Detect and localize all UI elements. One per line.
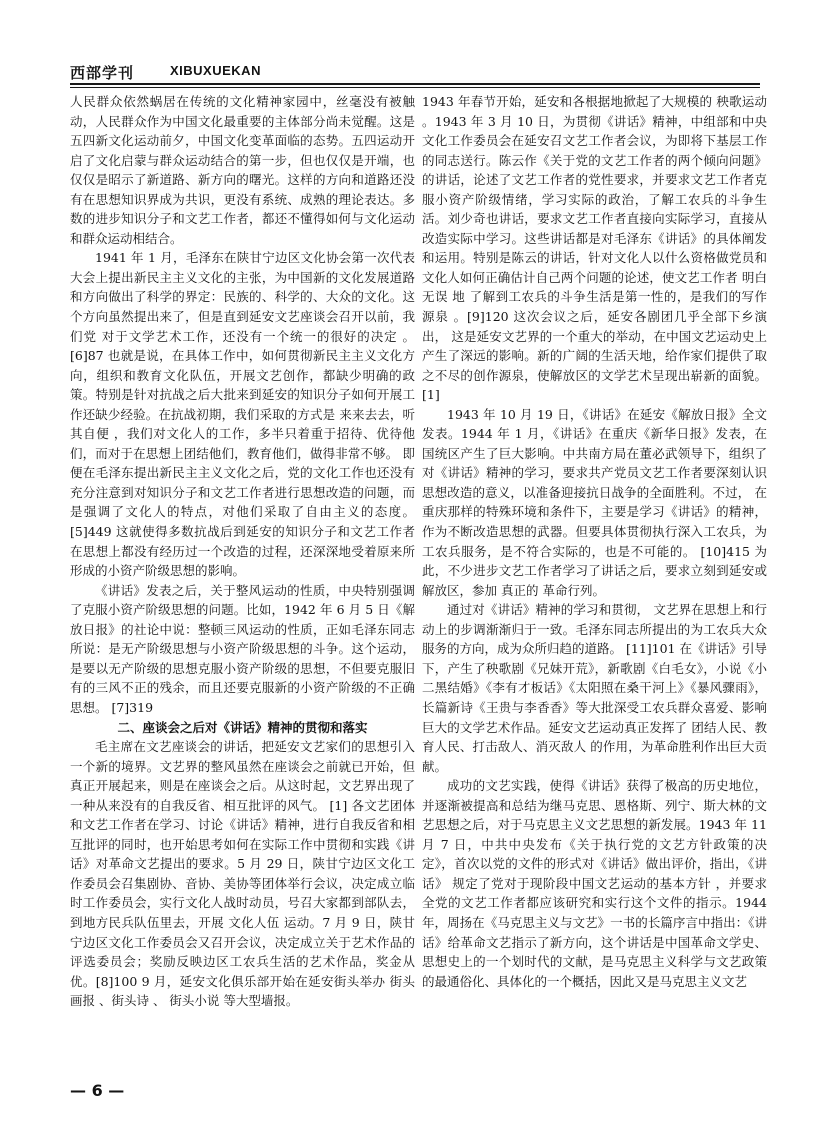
paragraph: 成功的文艺实践，使得《讲话》获得了极高的历史地位，并逐渐被提高和总结为继马克思、恩格斯、列宁、斯大林的文艺思想之后，对于马克思主义文艺思想的新发展。1943 年 11 月 7 日，中共中央发布《关于执行党的文艺方针政策的决定》，首次以党的文件的形式对《讲话》做出评价，指出，《讲话》 规定了党对于现阶段中国文艺运动的基本方针 ，并要求全党的文艺工作者都应该研究和实行这个文件的指示。1944 年，周扬在《马克思主义与文艺》一书的长篇序言中指出：《讲话》给革命文艺指示了新方向，这个讲话是中国革命文学史、思想史上的一个划时代的文献，是马克思主义科学与文艺政策的最通俗化、具体化的一个概括，因此又是马克思主义文艺 [422, 778, 767, 989]
paragraph: 1943 年 10 月 19 日，《讲话》在延安《解放日报》全文发表。1944 年 1 月，《讲话》在重庆《新华日报》发表，在国统区产生了巨大影响。中共南方局在董必武领导下，组织了对《讲话》精神的学习，要求共产党员文艺工作者要深刻认识思想改造的意义，以准备迎接抗日战争的全面胜利。不过， 在重庆那样的特殊环境和条件下，主要是学习《讲话》的精神，作为不断改造思想的武器。但要具体贯彻执行深入工农兵，为工农兵服务，是不符合实际的，也是不可能的。 [10]415 为此，不少进步文艺工作者学习了讲话之后，要求立刻到延安或解放区，参加 真正的 革命行列。 [422, 406, 767, 598]
paragraph: 通过对《讲话》精神的学习和贯彻， 文艺界在思想上和行动上的步调渐渐归于一致。毛泽东同志所提出的为工农兵大众服务的方向，成为众所归趋的道路。 [11]101 在《讲话》引导下，产生了秧歌剧《兄妹开荒》，新歌剧《白毛女》，小说《小二黑结婚》《李有才板话》《太阳照在桑干河上》《暴风骤雨》，长篇新诗《王贵与李香香》等大批深受工农兵群众喜爱、影响巨大的文学艺术作品。延安文艺运动真正发挥了 团结人民、教育人民、打击敌人、消灭敌人 的作用，为革命胜利作出巨大贡献。 [422, 602, 767, 774]
header-rule-thin [70, 87, 760, 88]
journal-title-cn: 西部学刊 [70, 64, 135, 82]
paragraph: 1943 年春节开始，延安和各根据地掀起了大规模的 秧歌运动 。1943 年 3 月 10 日，为贯彻《讲话》精神，中组部和中央文化工作委员会在延安召文艺工作者会议，为即将下基层工作的同志送行。陈云作《关于党的文艺工作者的两个倾向问题》的讲话，论述了文艺工作者的党性要求，并要求文艺工作者克服小资产阶级情绪，学习实际的政治，了解工农兵的斗争生活。刘少奇也讲话，要求文艺工作者直接向实际学习，直接从改造实际中学习。这些讲话都是对毛泽东《讲话》的具体阐发和运用。特别是陈云的讲话，针对文化人以什么资格做党员和文化人如何正确估计自己两个问题的论述，使文艺工作者 明白无误 地 了解到工农兵的斗争生活是第一性的，是我们的写作源泉 。[9]120 这次会议之后，延安各剧团几乎全部下乡演出， 这是延安文艺界的一个重大的举动，在中国文艺运动史上产生了深远的影响。新的广阔的生活天地，给作家们提供了取之不尽的创作源泉，使解放区的文学艺术呈现出崭新的面貌。 [1] [422, 94, 767, 403]
header-rule-thick [70, 83, 760, 85]
section-heading: 二、座谈会之后对《讲话》精神的贯彻和落实 [117, 719, 368, 735]
paragraph: 1941 年 1 月，毛泽东在陕甘宁边区文化协会第一次代表大会上提出新民主主义文化的主张，为中国新的文化发展道路和方向做出了科学的界定：民族的、科学的、大众的文化。这个方向虽然提出来了，但是直到延安文艺座谈会召开以前，我们党 对于文学艺术工作，还没有一个统一的很好的决定 。[6]87 也就是说，在具体工作中，如何贯彻新民主主义文化方向，组织和教育文化队伍，开展文艺创作，都缺少明确的政策。特别是针对抗战之后大批来到延安的知识分子如何开展工作还缺少经验。在抗战初期，我们采取的方式是 来来去去，听其自便 ，我们对文化人的工作，多半只着重于招待、优待他们，而对于在思想上团结他们，教育他们，做得非常不够。 即便在毛泽东提出新民主主义文化之后，党的文化工作也还没有充分注意到对知识分子和文艺工作者进行思想改造的问题，而是强调了文化人的特点，对他们采取了自由主义的态度。[5]449 这就使得多数抗战后到延安的知识分子和文艺工作者在思想上都没有经历过一个改造的过程，还深深地受着原来所形成的小资产阶级思想的影响。 [70, 250, 415, 579]
right-column [422, 92, 767, 991]
paragraph: 《讲话》发表之后，关于整风运动的性质，中央特别强调了克服小资产阶级思想的问题。比如，1942 年 6 月 5 日《解放日报》的社论中说：整顿三风运动的性质，正如毛泽东同志所说：是无产阶级思想与小资产阶级思想的斗争。这个运动，是要以无产阶级的思想克服小资产阶级的思想，不但要克服旧有的三风不正的残余，而且还要克服新的小资产阶级的不正确思想。 [7]319 [70, 582, 415, 715]
paragraph: 毛主席在文艺座谈会的讲话，把延安文艺家们的思想引入一个新的境界。文艺界的整风虽然在座谈会之前就已开始，但真正开展起来，则是在座谈会之后。从这时起，文艺界出现了一种从来没有的自我反省、相互批评的风气。 [1] 各文艺团体和文艺工作者在学习、讨论《讲话》精神，进行自我反省和相互批评的同时，也开始思考如何在实际工作中贯彻和实践《讲话》对革命文艺提出的要求。5 月 29 日，陕甘宁边区文化工作委员会召集剧协、音协、美协等团体举行会议，决定成立临时工作委员会，实行文化人战时动员，号召大家都到部队去，到地方民兵队伍里去，开展 文化人伍 运动。7 月 9 日，陕甘宁边区文化工作委员会又召开会议，决定成立关于艺术作品的评选委员会；奖励反映边区工农兵生活的艺术作品，奖金从优。[8]100 9 月，延安文化俱乐部开始在延安街头举办 街头画报 、街头诗 、 街头小说 等大型墙报。 [70, 739, 415, 1009]
left-column [70, 92, 415, 1011]
journal-title-en: XIBUXUEKAN [170, 63, 261, 78]
page-number: — 6 — [70, 1081, 125, 1100]
paragraph: 人民群众依然蜗居在传统的文化精神家园中，丝毫没有被触动，人民群众作为中国文化最重要的主体部分尚未觉醒。这是五四新文化运动前夕，中国文化变革面临的态势。五四运动开启了文化启蒙与群众运动结合的第一步，但也仅仅是开端，也仅仅是昭示了新道路、新方向的曙光。这样的方向和道路还没有在思想知识界成为共识，更没有系统、成熟的理论表达。多数的进步知识分子和文艺工作者，都还不懂得如何与文化运动和群众运动相结合。 [70, 94, 415, 246]
page-header [70, 50, 760, 90]
